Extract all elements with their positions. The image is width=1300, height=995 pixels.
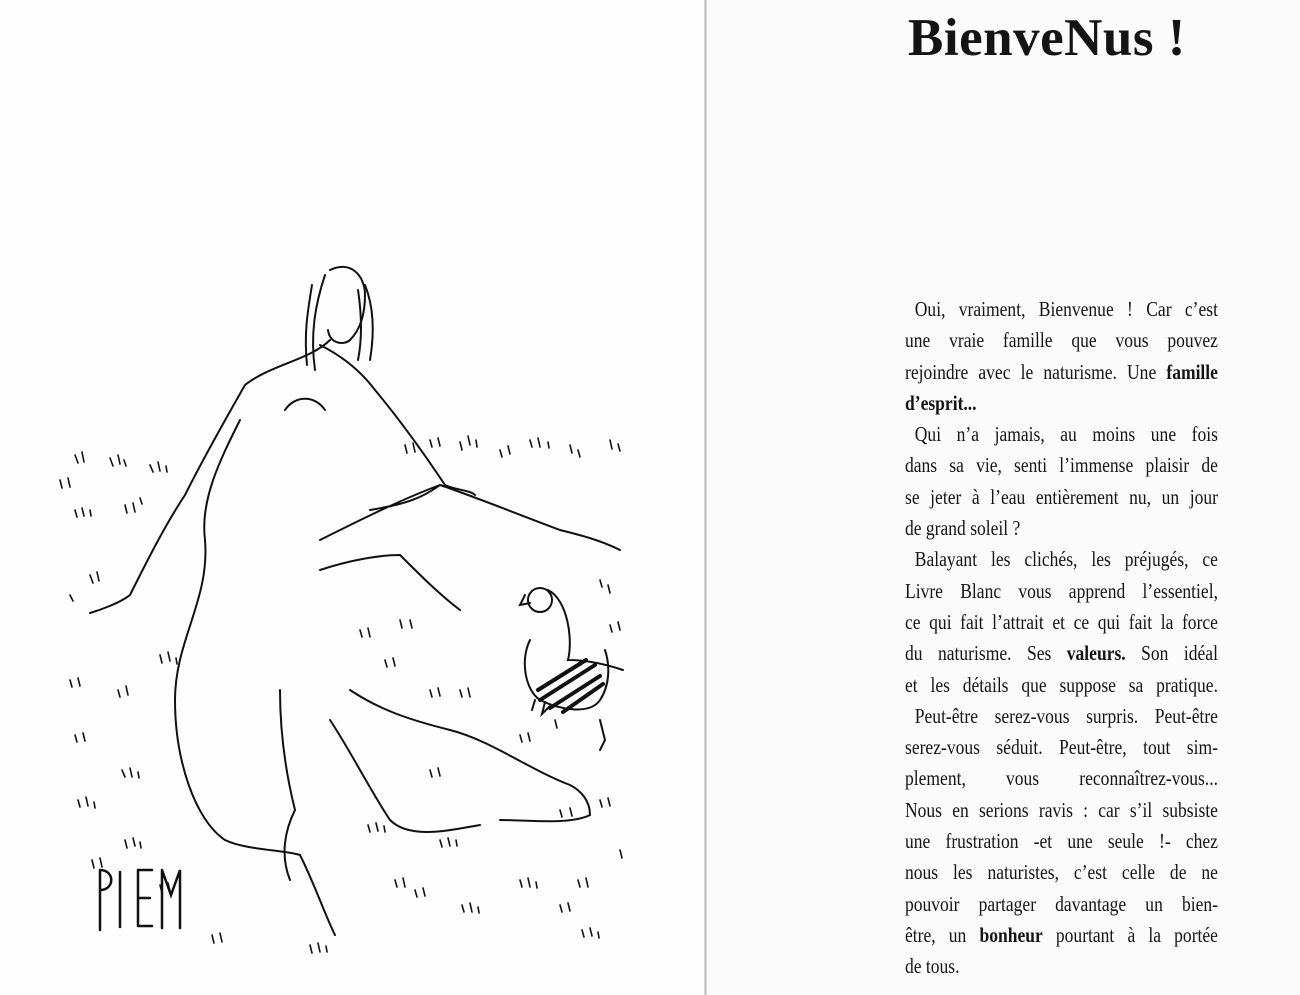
signature-piem xyxy=(100,870,180,930)
text-segment: Oui, vraiment, Bienvenue ! Car c’est xyxy=(914,297,1218,321)
text-line xyxy=(905,826,1218,857)
text-line xyxy=(905,951,1218,982)
text-line xyxy=(905,795,1218,826)
body-text xyxy=(905,294,1218,983)
text-segment: rejoindre avec le naturisme. Une xyxy=(905,359,1167,384)
text-segment: une frustration -et une seule !- chez xyxy=(905,829,1218,854)
text-line xyxy=(905,701,1218,732)
text-segment: ce qui fait l’attrait et ce qui fait la force xyxy=(905,609,1218,634)
text-segment: et les détails que suppose sa pratique. xyxy=(905,672,1218,697)
text-line xyxy=(905,857,1218,888)
man-figure xyxy=(285,399,620,832)
text-line xyxy=(905,670,1218,701)
text-line xyxy=(905,763,1218,794)
text-segment: Son idéal xyxy=(1125,641,1218,666)
text-segment: une vraie famille que vous pouvez xyxy=(905,328,1218,353)
text-line xyxy=(905,732,1218,763)
text-segment: serez-vous séduit. Peut-être, tout sim- xyxy=(905,735,1218,760)
bold-text: bonheur xyxy=(979,922,1043,947)
text-segment: Nous en serions ravis : car s’il subsiste xyxy=(905,797,1218,822)
text-segment: Livre Blanc vous apprend l’essentiel, xyxy=(905,578,1218,603)
text-segment: du naturisme. Ses xyxy=(905,641,1067,666)
text-line xyxy=(905,544,1218,575)
page-title: BienveNus ! xyxy=(908,9,1186,67)
bold-text: famille xyxy=(1166,359,1218,384)
text-segment: plement, vous reconnaîtrez-vous... xyxy=(905,766,1218,791)
text-line xyxy=(905,419,1218,450)
text-line xyxy=(905,576,1218,607)
text-segment: pourtant à la portée xyxy=(1042,922,1218,947)
text-line xyxy=(905,294,1218,325)
text-line xyxy=(905,889,1218,920)
text-segment: Qui n’a jamais, au moins une fois xyxy=(914,422,1218,447)
text-segment: Peut-être serez-vous surpris. Peut-être xyxy=(914,703,1218,728)
text-segment: dans sa vie, senti l’immense plaisir de xyxy=(905,453,1218,478)
text-line xyxy=(905,607,1218,638)
bird-figure xyxy=(520,588,623,750)
text-line xyxy=(905,513,1218,544)
bold-text: d’esprit... xyxy=(905,390,977,415)
text-segment: pouvoir partager davantage un bien- xyxy=(905,891,1218,916)
text-segment: être, un xyxy=(905,922,980,947)
text-line xyxy=(905,325,1218,356)
text-segment: de grand soleil ? xyxy=(905,516,1021,541)
text-line xyxy=(905,638,1218,669)
text-line xyxy=(905,920,1218,951)
grass-tufts xyxy=(60,436,622,953)
text-segment: se jeter à l’eau entièrement nu, un jour xyxy=(905,484,1218,509)
text-line xyxy=(905,450,1218,481)
text-segment: nous les naturistes, c’est celle de ne xyxy=(905,860,1218,885)
text-line xyxy=(905,388,1218,419)
text-segment: Balayant les clichés, les préjugés, ce xyxy=(914,547,1218,572)
text-segment: de tous. xyxy=(905,954,960,979)
woman-figure xyxy=(90,267,475,935)
text-line xyxy=(905,482,1218,513)
text-line xyxy=(905,357,1218,388)
bold-text: valeurs. xyxy=(1066,641,1126,666)
